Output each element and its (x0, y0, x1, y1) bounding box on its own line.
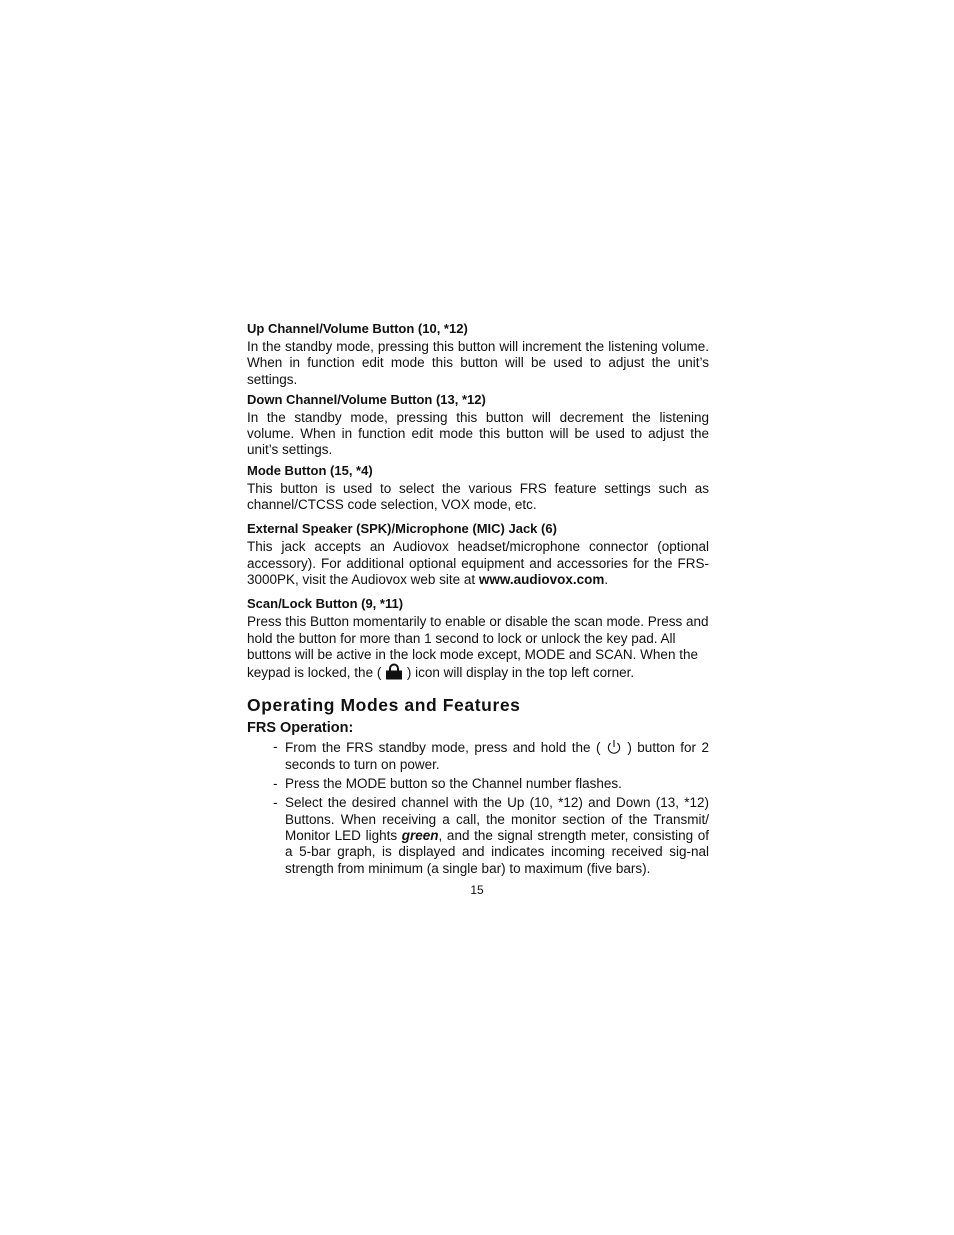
list-item (273, 739, 709, 773)
ext-speaker-text: This jack accepts an Audiovox headset/microphone connector (optional accessory). For additional optional equipment and accessories for the FRS-3000PK, visit the Audiovox web site at (247, 539, 709, 587)
section-body-down-channel: In the standby mode, pressing this button will decrement the listening volume. When in function edit mode this button will be used to adjust the unit’s settings. (247, 409, 709, 458)
operating-modes-title: Operating Modes and Features (247, 695, 521, 716)
bullet-text-end: ) button for 2 seconds to turn on power. (285, 740, 710, 772)
power-icon (606, 739, 622, 755)
lock-icon (385, 663, 403, 680)
bullet-dash: - (273, 776, 278, 792)
section-heading-down-channel: Down Channel/Volume Button (13, *12) (247, 391, 486, 407)
bullet-text: Press the MODE button so the Channel number flashes. (285, 776, 622, 792)
section-body-ext-speaker (247, 539, 709, 588)
list-item (273, 795, 709, 876)
section-heading-ext-speaker: External Speaker (SPK)/Microphone (MIC) Jack (6) (247, 521, 557, 537)
scan-lock-text-end: ) icon will display in the top left corner. (403, 665, 635, 681)
section-body-up-channel: In the standby mode, pressing this button will increment the listening volume. When in function edit mode this button will be used to adjust the unit’s settings. (247, 339, 709, 387)
section-body-mode-button: This button is used to select the various FRS feature settings such as channel/CTCSS code selection, VOX mode, etc. (247, 480, 709, 513)
bullet-text: From the FRS standby mode, press and hold the ( (285, 740, 606, 756)
list-item (273, 776, 709, 792)
bullet-dash: - (273, 795, 278, 811)
bullet-text-end: , and the signal strength meter, consisting of a 5-bar graph, is displayed and indicates incoming received sig-nal strength from minimum (a single bar) to maximum (five bars). (285, 827, 710, 876)
bullet-dash: - (273, 739, 278, 755)
section-heading-mode-button: Mode Button (15, *4) (247, 462, 373, 478)
section-body-scan-lock (247, 614, 709, 681)
green-emphasis: green (401, 827, 439, 843)
bullet-text: Select the desired channel with the Up (10, *12) and Down (13, *12) Buttons. When receiving a call, the monitor section of the Transmit/ Monitor LED lights (285, 795, 709, 843)
frs-operation-subtitle: FRS Operation: (247, 720, 354, 737)
page-content (247, 321, 709, 880)
frs-steps-list (273, 739, 709, 876)
section-heading-up-channel: Up Channel/Volume Button (10, *12) (247, 321, 468, 336)
section-heading-scan-lock: Scan/Lock Button (9, *11) (247, 596, 404, 612)
audiovox-web-link[interactable]: www.audiovox.com (478, 571, 605, 587)
ext-speaker-text-end: . (604, 571, 609, 587)
page-number: 15 (470, 883, 484, 897)
scan-lock-text: Press this Button momentarily to enable or disable the scan mode. Press and hold the button for more than 1 second to lock or unlock the key pad. All buttons will be active in the lock mode except, MODE and SCAN. When the keypad is locked, the ( (247, 614, 709, 681)
